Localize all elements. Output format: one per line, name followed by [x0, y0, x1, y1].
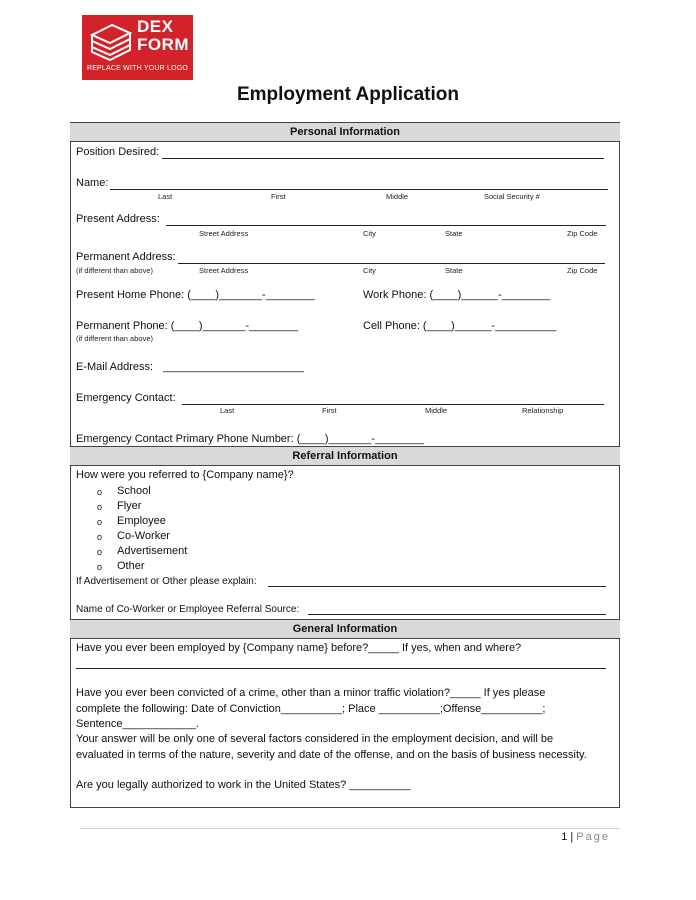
name-first-caption: First [271, 192, 286, 201]
referral-information-header: Referral Information [70, 446, 620, 466]
position-desired-field[interactable] [162, 158, 604, 159]
bullet-other: o [97, 562, 103, 572]
referral-option-advertisement[interactable]: Advertisement [117, 545, 188, 557]
personal-information-header: Personal Information [70, 122, 620, 142]
permanent-zip-caption: Zip Code [567, 266, 598, 275]
referral-option-employee[interactable]: Employee [117, 515, 166, 527]
referral-option-coworker[interactable]: Co-Worker [117, 530, 170, 542]
emergency-contact-field[interactable] [182, 404, 604, 405]
emergency-last-caption: Last [220, 406, 235, 415]
logo-tagline: REPLACE WITH YOUR LOGO [86, 65, 189, 72]
permanent-address-field[interactable] [178, 263, 605, 264]
permanent-address-label: Permanent Address: [76, 251, 176, 263]
logo-text-dex: DEX [137, 17, 174, 36]
employed-before-question: Have you ever been employed by {Company name} before?_____ If yes, when and where? [76, 642, 522, 654]
present-city-caption: City [363, 229, 376, 238]
present-street-caption: Street Address [199, 229, 249, 238]
coworker-name-field[interactable] [308, 614, 606, 615]
general-information-header: General Information [70, 619, 620, 639]
name-field[interactable] [110, 189, 608, 190]
email-label: E-Mail Address: [76, 361, 154, 373]
present-address-field[interactable] [166, 225, 606, 226]
work-authorization-question: Are you legally authorized to work in the United States? __________ [76, 779, 411, 791]
crime-question-line1: Have you ever been convicted of a crime, other than a minor traffic violation?_____ If yes please [76, 687, 546, 699]
footer-divider [80, 828, 620, 829]
referral-question: How were you referred to {Company name}? [76, 469, 294, 481]
crime-question-line3: Sentence____________. [76, 718, 199, 730]
cell-phone-field[interactable]: Cell Phone: (____)______-__________ [363, 320, 557, 332]
stacked-documents-icon [88, 21, 134, 61]
name-label: Name: [76, 177, 109, 189]
referral-option-school[interactable]: School [117, 485, 151, 497]
referral-option-flyer[interactable]: Flyer [117, 500, 142, 512]
bullet-employee: o [97, 517, 103, 527]
permanent-phone-field[interactable]: Permanent Phone: (____)_______-________ [76, 320, 299, 332]
employed-before-field[interactable] [76, 668, 606, 669]
permanent-if-different-note: (if different than above) [76, 266, 153, 275]
present-zip-caption: Zip Code [567, 229, 598, 238]
emergency-contact-label: Emergency Contact: [76, 392, 176, 404]
explain-label: If Advertisement or Other please explain: [76, 576, 257, 587]
present-home-phone-field[interactable]: Present Home Phone: (____)_______-________ [76, 289, 315, 301]
explain-field[interactable] [268, 586, 606, 587]
email-field[interactable]: _______________________ [163, 361, 304, 373]
page-word: Page [576, 831, 610, 843]
position-desired-label: Position Desired: [76, 146, 160, 158]
referral-option-other[interactable]: Other [117, 560, 145, 572]
name-middle-caption: Middle [386, 192, 409, 201]
permanent-city-caption: City [363, 266, 376, 275]
answer-note-line1: Your answer will be only one of several factors considered in the employment decision, and will be [76, 733, 554, 745]
bullet-flyer: o [97, 502, 103, 512]
page-number [561, 831, 610, 843]
document-title: Employment Application [236, 84, 460, 105]
page-number-value: 1 [561, 831, 568, 843]
work-phone-field[interactable]: Work Phone: (____)______-________ [363, 289, 551, 301]
logo-text-form: FORM [137, 35, 190, 54]
emergency-relationship-caption: Relationship [522, 406, 564, 415]
emergency-phone-field[interactable]: Emergency Contact Primary Phone Number: (____)_______-________ [76, 433, 424, 445]
bullet-coworker: o [97, 532, 103, 542]
coworker-name-label: Name of Co-Worker or Employee Referral Source: [76, 604, 300, 615]
answer-note-line2: evaluated in terms of the nature, severity and date of the offense, and on the basis of business necessity. [76, 749, 587, 761]
present-state-caption: State [445, 229, 463, 238]
page-separator: | [570, 831, 574, 843]
present-address-label: Present Address: [76, 213, 160, 225]
permanent-street-caption: Street Address [199, 266, 249, 275]
name-last-caption: Last [158, 192, 173, 201]
permanent-phone-if-different-note: (if different than above) [76, 334, 153, 343]
emergency-first-caption: First [322, 406, 337, 415]
crime-question-line2: complete the following: Date of Conviction__________; Place __________;Offense__________; [76, 703, 546, 715]
name-ssn-caption: Social Security # [484, 192, 540, 201]
bullet-school: o [97, 487, 103, 497]
company-logo [82, 15, 193, 80]
emergency-middle-caption: Middle [425, 406, 448, 415]
permanent-state-caption: State [445, 266, 463, 275]
bullet-advertisement: o [97, 547, 103, 557]
